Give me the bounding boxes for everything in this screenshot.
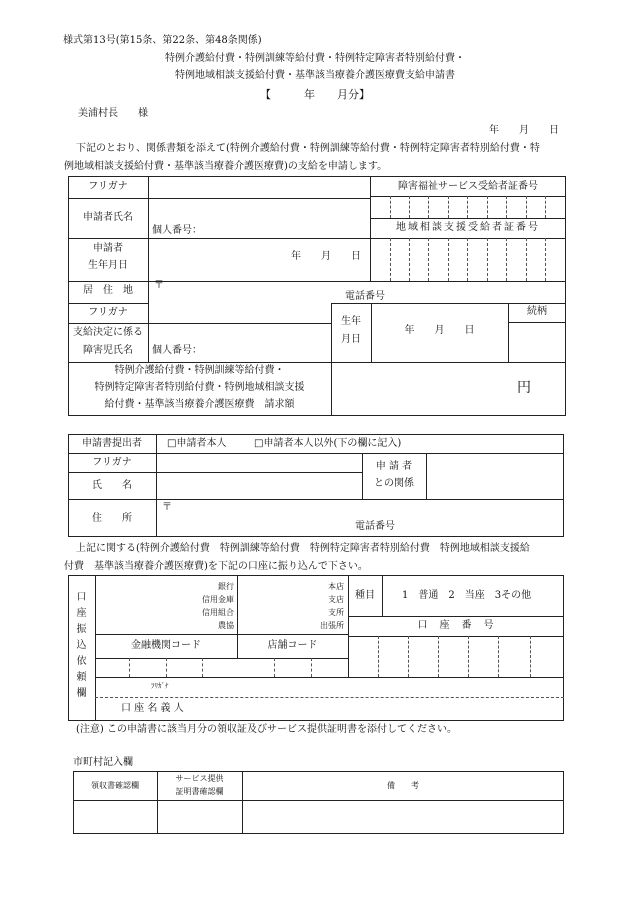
attachment-note: (注意) この申請書に該当月分の領収証及びサービス提供証明書を添付してください。 — [76, 724, 457, 735]
submitter-furigana-label: フリガナ — [92, 457, 132, 468]
transfer-text-line1: 上記に関する(特例介護給付費 特例訓練等給付費 特例特定障害者特別給付費 特例地域相談支援給 — [76, 543, 530, 554]
form-title-line1: 特例介護給付費・特例訓練等給付費・特例特定障害者特別給付費・ — [165, 53, 465, 64]
regional-cert-label: 地域相談支援受給者証番号 — [396, 222, 540, 233]
municipal-section-title: 市町村記入欄 — [73, 757, 133, 768]
residence-phone[interactable]: 電話番号 — [345, 291, 385, 302]
submitter-address-label: 住 所 — [92, 513, 132, 524]
account-holder-label: 口 座 名 義 人 — [121, 703, 184, 714]
receipt-check-label: 領収書確認欄 — [91, 781, 139, 790]
bank-type-list: 銀行 信用金庫 信用組合 農協 — [202, 582, 234, 630]
yen-label: 円 — [517, 380, 531, 396]
child-furigana-label: フリガナ — [88, 307, 128, 318]
year-month-field[interactable]: 【 年 月分】 — [260, 88, 370, 101]
submitter-self-checkbox[interactable]: □申請者本人 — [167, 438, 227, 449]
applicant-individual-number[interactable]: 個人番号： — [152, 225, 202, 236]
addressee: 美浦村長 様 — [78, 108, 148, 119]
residence-label: 居 住 地 — [83, 285, 133, 296]
applicant-birth-label1: 申請者 — [93, 243, 123, 254]
submitter-label: 申請書提出者 — [82, 438, 142, 449]
applicant-name-label: 申請者氏名 — [83, 212, 133, 223]
child-birthdate[interactable]: 年 月 日 — [404, 325, 475, 336]
submitter-relation-label1: 申 請 者 — [375, 461, 413, 472]
child-name-label2: 障害児氏名 — [83, 345, 133, 356]
residence-postal-mark: 〒 — [154, 280, 164, 291]
relation-label: 続柄 — [527, 306, 547, 317]
submitter-relation-label2: との関係 — [374, 478, 414, 489]
child-individual-number[interactable]: 個人番号： — [152, 345, 202, 356]
account-type-label: 種目 — [355, 590, 375, 601]
applicant-birthdate[interactable]: 年 月 日 — [291, 251, 361, 262]
remarks-label: 備 考 — [387, 781, 419, 790]
bank-code-label: 金融機関コード — [131, 640, 201, 651]
application-date[interactable]: 年 月 日 — [489, 125, 559, 136]
claim-label-line2: 特例特定障害者特別給付費・特例地域相談支援 — [94, 382, 305, 393]
child-name-label1: 支給決定に係る — [73, 327, 143, 338]
submitter-name-label: 氏 名 — [92, 480, 132, 491]
transfer-text-line2: 付費 基準該当療養介護医療費)を下記の口座に振り込んで下さい。 — [64, 561, 368, 572]
account-type-options[interactable]: 1 普通 2 当座 3その他 — [402, 590, 532, 601]
submitter-postal-mark: 〒 — [162, 502, 172, 513]
bank-side-label: 口 座 振 込 依 頼 欄 — [76, 592, 87, 699]
branch-code-label: 店舗コード — [267, 640, 318, 651]
claim-label-line3: 給付費・基準該当療養介護医療費 請求額 — [104, 399, 295, 410]
account-number-label: 口 座 番 号 — [417, 620, 495, 631]
applicant-birth-label2: 生年月日 — [88, 260, 128, 271]
branch-type-list: 本店 支店 支所 出張所 — [320, 582, 344, 630]
welfare-cert-label: 障害福祉サービス受給者証番号 — [398, 181, 538, 192]
service-check-label2: 証明書確認欄 — [175, 787, 224, 796]
child-birth-label2: 月日 — [341, 334, 361, 345]
submitter-phone[interactable]: 電話番号 — [355, 521, 395, 532]
form-title-line2: 特例地域相談支援給付費・基準該当療養介護医療費支給申請書 — [175, 70, 455, 81]
form-number: 様式第13号(第15条、第22条、第48条関係) — [63, 35, 262, 46]
service-check-label1: サービス提供 — [175, 774, 224, 783]
claim-label-line1: 特例介護給付費・特例訓練等給付費・ — [114, 365, 285, 376]
submitter-other-checkbox[interactable]: □申請者本人以外(下の欄に記入) — [254, 438, 402, 449]
applicant-furigana-label: フリガナ — [88, 181, 128, 192]
holder-furigana-label: ﾌﾘｶﾞﾅ — [151, 682, 169, 690]
child-birth-label1: 生年 — [341, 316, 361, 327]
intro-text-line1: 下記のとおり、関係書類を添えて(特例介護給付費・特例訓練等給付費・特例特定障害者特別給付費・特 — [76, 143, 540, 154]
intro-text-line2: 例地域相談支援給付費・基準該当療養介護医療費)の支給を申請します。 — [64, 161, 388, 172]
